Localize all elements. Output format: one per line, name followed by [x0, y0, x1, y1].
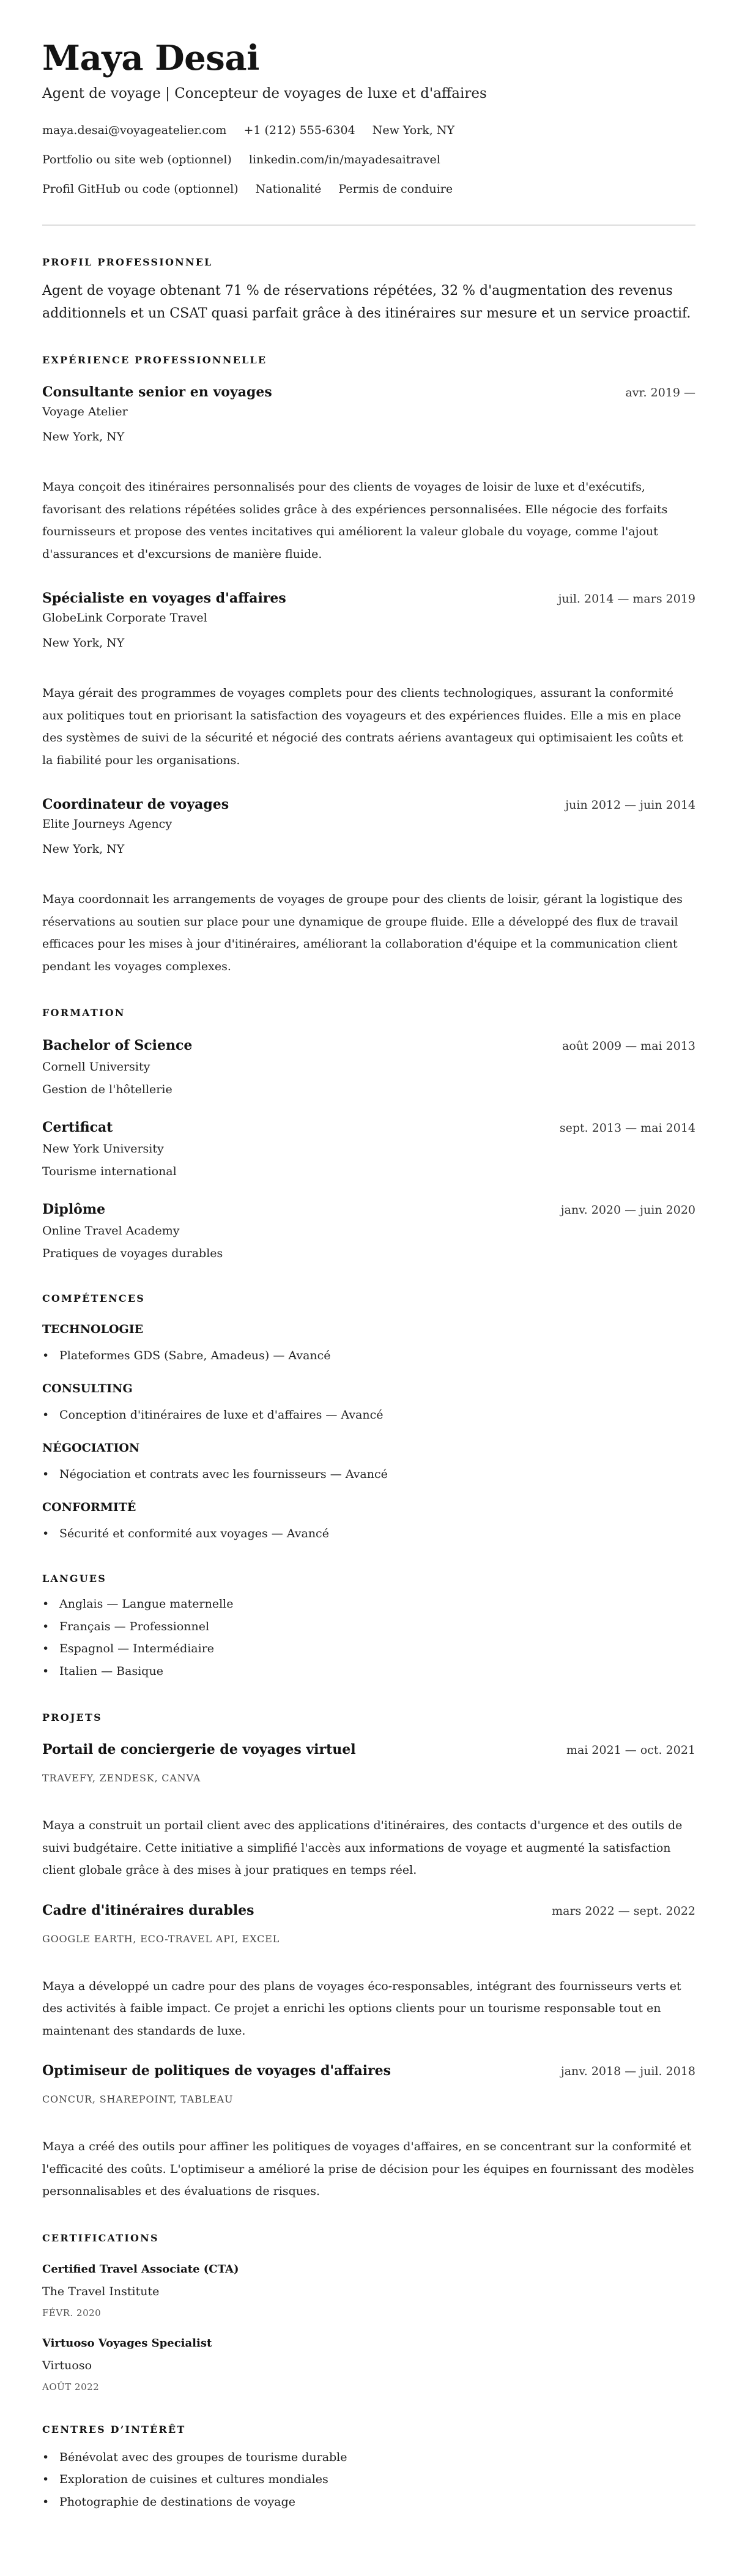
skill-item: • Négociation et contrats avec les fournisseurs — Avancé	[42, 1464, 695, 1484]
education-entry	[42, 1201, 695, 1263]
field-of-study: Gestion de l'hôtellerie	[42, 1083, 172, 1096]
item-header	[42, 1201, 695, 1219]
skill-items	[42, 1405, 695, 1425]
language-item: • Français — Professionnel	[42, 1616, 695, 1638]
job-description: Maya coordonnait les arrangements de voyages de groupe pour des clients de loisir, gérant la logistique des réservations au soutien sur place pour une dynamique de groupe fluide. Elle a développé des flux de travail efficaces pour les mises à jour d'itinéraires, améliorant la collaboration d'équipe et la communication client pendant les voyages complexes.	[42, 893, 683, 973]
item-header	[42, 796, 695, 814]
project-entry	[42, 2062, 695, 2203]
project-title: Portail de conciergerie de voyages virtuel	[42, 1742, 356, 1758]
section-heading: FORMATION	[42, 1007, 125, 1019]
date-range: sept. 2013 — mai 2014	[559, 1121, 695, 1135]
email-link[interactable]: maya.desai@voyageatelier.com	[42, 124, 227, 137]
project-description: Maya a créé des outils pour affiner les politiques de voyages d'affaires, en se concentrant sur la conformité et l'efficacité des coûts. L'optimiseur a amélioré la prise de décision pour les équipes en fournissant des modèles personnalisables et des évaluations de risques.	[42, 2140, 694, 2198]
degree-title: Certificat	[42, 1119, 113, 1135]
section-heading: PROFIL PROFESSIONNEL	[42, 256, 213, 268]
project-description: Maya a construit un portail client avec des applications d'itinéraires, des contacts d'urgence et des outils de suivi budgétaire. Cette initiative a simplifié l'accès aux informations de voyage et augmenté la satisfaction client globale grâce à des mises à jour pratiques en temps réel.	[42, 1819, 683, 1877]
item-header	[42, 384, 695, 402]
linkedin-link[interactable]: linkedin.com/in/mayadesaitravel	[248, 153, 440, 166]
date-range: janv. 2018 — juil. 2018	[560, 2065, 695, 2078]
skill-category: CONFORMITÉ	[42, 1501, 136, 1514]
degree-title: Diplôme	[42, 1201, 106, 1217]
contact-row	[42, 145, 695, 174]
certification-entry	[42, 2335, 695, 2394]
job-title: Consultante senior en voyages	[42, 384, 272, 400]
language-item: • Italien — Basique	[42, 1660, 695, 1683]
certification-issuer: Virtuoso	[42, 2358, 92, 2372]
nationality: Nationalité	[255, 182, 322, 196]
interest-item: • Photographie de destinations de voyage	[42, 2491, 695, 2514]
section-heading: PROJETS	[42, 1712, 102, 1723]
company-name: Elite Journeys Agency	[42, 817, 172, 831]
summary-section	[42, 255, 695, 325]
date-range: juil. 2014 — mars 2019	[558, 592, 695, 606]
item-header	[42, 590, 695, 608]
field-of-study: Pratiques de voyages durables	[42, 1247, 223, 1260]
skill-items	[42, 1524, 695, 1543]
item-header	[42, 1037, 695, 1055]
projects-section	[42, 1710, 695, 2203]
certifications-section	[42, 2231, 695, 2394]
interest-item: • Bénévolat avec des groupes de tourisme durable	[42, 2446, 695, 2469]
education-entry	[42, 1119, 695, 1181]
candidate-headline: Agent de voyage | Concepteur de voyages de luxe et d'affaires	[42, 86, 487, 102]
school-name: New York University	[42, 1142, 164, 1156]
job-title: Spécialiste en voyages d'affaires	[42, 590, 286, 606]
portfolio-link[interactable]: Portfolio ou site web (optionnel)	[42, 153, 232, 166]
skills-section	[42, 1291, 695, 1543]
interests-section	[42, 2422, 695, 2514]
contact-row	[42, 174, 695, 204]
education-entry	[42, 1037, 695, 1099]
item-header	[42, 2062, 695, 2080]
project-description: Maya a développé un cadre pour des plans de voyages éco-responsables, intégrant des fournisseurs verts et des activités à faible impact. Ce projet a enrichi les options clients pour un tourisme responsable tout en maintenant des standards de luxe.	[42, 1979, 681, 2038]
certification-title: Virtuoso Voyages Specialist	[42, 2336, 212, 2350]
section-heading: CERTIFICATIONS	[42, 2232, 159, 2244]
skill-category: NÉGOCIATION	[42, 1441, 140, 1455]
job-location: New York, NY	[42, 636, 125, 650]
certification-date: FÉVR. 2020	[42, 2307, 102, 2318]
date-range: avr. 2019 —	[625, 386, 695, 399]
job-entry	[42, 796, 695, 978]
company-name: GlobeLink Corporate Travel	[42, 611, 207, 625]
job-description: Maya conçoit des itinéraires personnalisés pour des clients de voyages de loisir de luxe et d'exécutifs, favorisant des relations répétées solides grâce à des expériences personnalisées. Elle négocie des forfaits fournisseurs et propose des ventes incitatives qui améliorent la valeur globale du voyage, comme l'ajout d'assurances et d'excursions de manière fluide.	[42, 480, 668, 561]
skill-items	[42, 1464, 695, 1484]
certification-issuer: The Travel Institute	[42, 2284, 160, 2298]
certification-date: AOÛT 2022	[42, 2381, 100, 2392]
job-location: New York, NY	[42, 430, 125, 444]
project-tech-stack: CONCUR, SHAREPOINT, TABLEAU	[42, 2093, 234, 2105]
job-entry	[42, 384, 695, 565]
header-divider	[42, 225, 695, 226]
school-name: Cornell University	[42, 1060, 150, 1074]
skill-items	[42, 1346, 695, 1365]
project-title: Optimiseur de politiques de voyages d'affaires	[42, 2063, 391, 2079]
skill-item: • Conception d'itinéraires de luxe et d'affaires — Avancé	[42, 1405, 695, 1425]
language-item: • Anglais — Langue maternelle	[42, 1593, 695, 1616]
contact-info	[42, 116, 695, 204]
candidate-name: Maya Desai	[42, 38, 259, 78]
item-header	[42, 1741, 695, 1759]
company-name: Voyage Atelier	[42, 405, 128, 418]
skill-item: • Plateformes GDS (Sabre, Amadeus) — Avancé	[42, 1346, 695, 1365]
field-of-study: Tourisme international	[42, 1165, 177, 1178]
experience-section	[42, 353, 695, 978]
summary-text: Agent de voyage obtenant 71 % de réservations répétées, 32 % d'augmentation des revenus additionnels et un CSAT quasi parfait grâce à des itinéraires sur mesure et un service proactif.	[42, 283, 691, 321]
project-tech-stack: GOOGLE EARTH, ECO-TRAVEL API, EXCEL	[42, 1932, 280, 1945]
section-heading: LANGUES	[42, 1573, 107, 1584]
skill-category: CONSULTING	[42, 1382, 133, 1395]
skill-item: • Sécurité et conformité aux voyages — Avancé	[42, 1524, 695, 1543]
certification-title: Certified Travel Associate (CTA)	[42, 2262, 239, 2276]
section-heading: CENTRES D’INTÉRÊT	[42, 2423, 186, 2435]
date-range: juin 2012 — juin 2014	[565, 798, 695, 812]
date-range: mai 2021 — oct. 2021	[566, 1743, 695, 1757]
project-entry	[42, 1741, 695, 1882]
school-name: Online Travel Academy	[42, 1224, 180, 1238]
github-link[interactable]: Profil GitHub ou code (optionnel)	[42, 182, 239, 196]
certification-entry	[42, 2261, 695, 2320]
job-entry	[42, 590, 695, 771]
date-range: janv. 2020 — juin 2020	[560, 1203, 695, 1217]
phone: +1 (212) 555-6304	[243, 124, 355, 137]
degree-title: Bachelor of Science	[42, 1037, 193, 1053]
item-header	[42, 1902, 695, 1920]
item-header	[42, 1119, 695, 1137]
skill-category: TECHNOLOGIE	[42, 1323, 144, 1336]
section-heading: COMPÉTENCES	[42, 1293, 146, 1304]
location: New York, NY	[372, 124, 455, 137]
section-heading: EXPÉRIENCE PROFESSIONNELLE	[42, 354, 267, 366]
contact-row	[42, 116, 695, 145]
project-entry	[42, 1902, 695, 2043]
project-tech-stack: TRAVEFY, ZENDESK, CANVA	[42, 1772, 201, 1784]
job-location: New York, NY	[42, 842, 125, 856]
language-item: • Espagnol — Intermédiaire	[42, 1638, 695, 1660]
languages-section	[42, 1572, 695, 1682]
job-description: Maya gérait des programmes de voyages complets pour des clients technologiques, assurant la conformité aux politiques tout en priorisant la satisfaction des voyageurs et des expériences fluides. Elle a mis en place des systèmes de suivi de la sécurité et négocié des contrats aériens avantageux qui optimisaient les coûts et la fiabilité pour les organisations.	[42, 686, 683, 767]
resume-header	[42, 39, 695, 204]
job-title: Coordinateur de voyages	[42, 796, 229, 812]
driving-license: Permis de conduire	[338, 182, 453, 196]
education-section	[42, 1006, 695, 1263]
project-title: Cadre d'itinéraires durables	[42, 1902, 254, 1918]
date-range: mars 2022 — sept. 2022	[552, 1904, 695, 1918]
date-range: août 2009 — mai 2013	[562, 1039, 695, 1053]
interest-item: • Exploration de cuisines et cultures mondiales	[42, 2468, 695, 2491]
